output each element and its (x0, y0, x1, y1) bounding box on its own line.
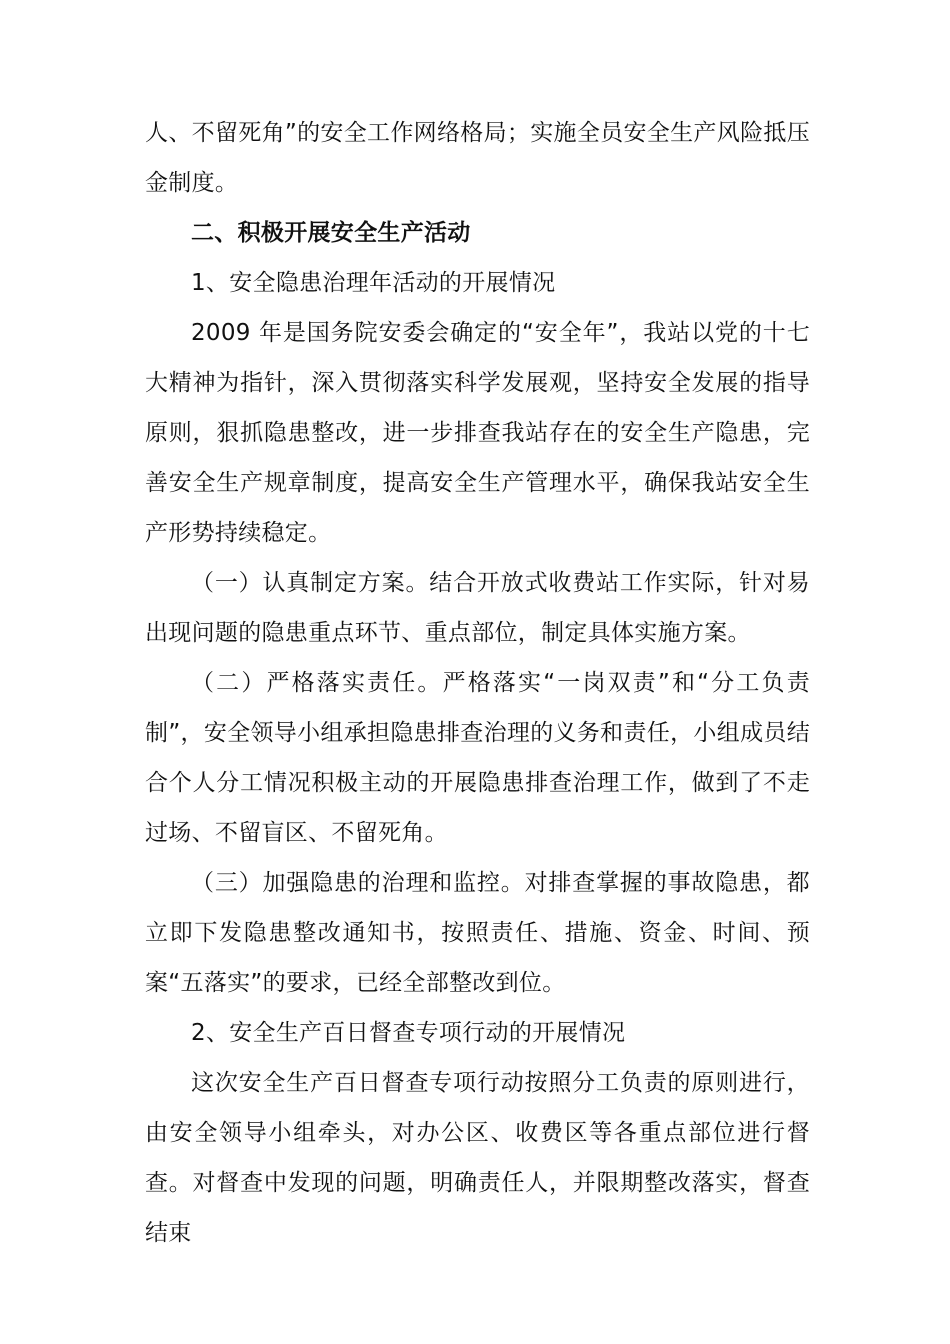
body-paragraph: （一）认真制定方案。结合开放式收费站工作实际，针对易出现问题的隐患重点环节、重点部位，制定具体实施方案。 (145, 570, 810, 646)
body-paragraph: （三）加强隐患的治理和监控。对排查掌握的事故隐患，都立即下发隐患整改通知书，按照责任、措施、资金、时间、预案“五落实”的要求，已经全部整改到位。 (145, 870, 810, 996)
body-paragraph: 这次安全生产百日督查专项行动按照分工负责的原则进行，由安全领导小组牵头，对办公区、收费区等各重点部位进行督查。对督查中发现的问题，明确责任人，并限期整改落实，督查结束 (145, 1070, 810, 1246)
paragraph-continuation: 人、不留死角”的安全工作网络格局；实施全员安全生产风险抵压金制度。 (145, 120, 810, 196)
document-body (145, 108, 810, 1258)
subsection-heading: 1、安全隐患治理年活动的开展情况 (191, 270, 556, 296)
body-paragraph: （二）严格落实责任。严格落实“一岗双责”和“分工负责制”，安全领导小组承担隐患排查治理的义务和责任，小组成员结合个人分工情况积极主动的开展隐患排查治理工作，做到了不走过场、不留盲区、不留死角。 (145, 670, 810, 846)
body-paragraph: 2009 年是国务院安委会确定的“安全年”，我站以党的十七大精神为指针，深入贯彻落实科学发展观，坚持安全发展的指导原则，狠抓隐患整改，进一步排查我站存在的安全生产隐患，完善安全生产规章制度，提高安全生产管理水平，确保我站安全生产形势持续稳定。 (145, 320, 810, 546)
subsection-heading: 2、安全生产百日督查专项行动的开展情况 (191, 1020, 626, 1046)
section-heading: 二、积极开展安全生产活动 (191, 220, 471, 246)
